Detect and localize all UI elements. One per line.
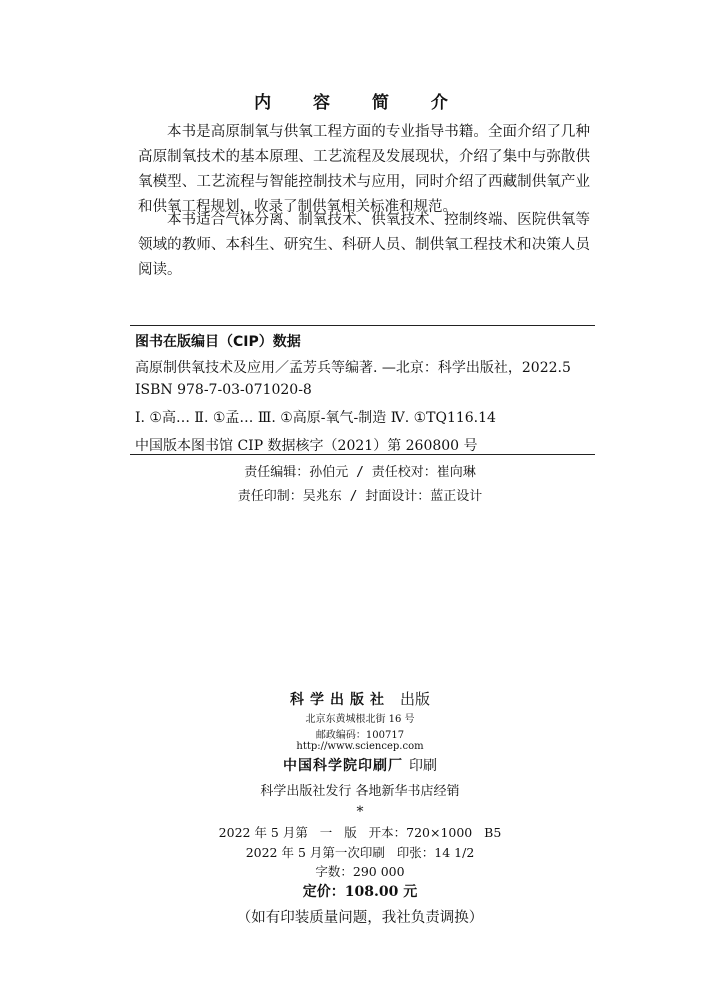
cip-line-isbn: ISBN 978-7-03-071020-8 (135, 382, 312, 398)
word-count: 字数：290 000 (315, 864, 405, 879)
publisher-logo: 科学出版社 (289, 692, 390, 708)
page-title: 内 容 简 介 (254, 93, 466, 113)
quality-note: （如有印装质量问题，我社负责调换） (236, 910, 484, 926)
publisher-url: http://www.sciencep.com (296, 741, 424, 752)
cip-line-record: 中国版本图书馆 CIP 数据核字（2021）第 260800 号 (135, 438, 478, 454)
publisher-address: 北京东黄城根北街 16 号 (305, 714, 415, 725)
cip-line-subjects: Ⅰ. ①高… Ⅱ. ①孟… Ⅲ. ①高原-氧气-制造 Ⅳ. ①TQ116.14 (135, 410, 496, 426)
editors-line-2: 责任印制：吴兆东 / 封面设计：蓝正设计 (237, 489, 483, 504)
printing-line: 2022 年 5 月第一次印刷 印张：14 1/2 (245, 845, 475, 860)
printer-line (0, 755, 720, 775)
edition-line: 2022 年 5 月第 一 版 开本：720×1000 B5 (218, 825, 502, 840)
cip-heading: 图书在版编目（CIP）数据 (135, 334, 301, 350)
publisher-suffix: 出版 (399, 690, 430, 708)
separator-star: * (356, 804, 364, 820)
publisher-line (0, 688, 720, 709)
intro-paragraph-2: 本书适合气体分离、制氧技术、供氧技术、控制终端、医院供氧等领域的教师、本科生、研究生、科研人员、制供氧工程技术和决策人员阅读。 (138, 212, 590, 278)
cip-line-title: 高原制供氧技术及应用／孟芳兵等编著. —北京：科学出版社，2022.5 (135, 360, 571, 376)
intro-paragraph-1: 本书是高原制氧与供氧工程方面的专业指导书籍。全面介绍了几种高原制氧技术的基本原理、工艺流程及发展现状，介绍了集中与弥散供氧模型、工艺流程与智能控制技术与应用，同时介绍了西藏制供氧产业和供氧工程规划，收录了制供氧相关标准和规范。 (138, 124, 590, 215)
printer-logo: 中国科学院印刷厂 (283, 758, 403, 774)
publisher-postcode: 邮政编码：100717 (315, 730, 405, 741)
distribution-line: 科学出版社发行 各地新华书店经销 (260, 784, 460, 799)
cip-top-rule (130, 325, 595, 326)
cip-bottom-rule (130, 454, 595, 455)
price: 定价：108.00 元 (302, 884, 418, 900)
printer-suffix: 印刷 (409, 758, 437, 774)
editors-line-1: 责任编辑：孙伯元 / 责任校对：崔向琳 (244, 465, 476, 480)
